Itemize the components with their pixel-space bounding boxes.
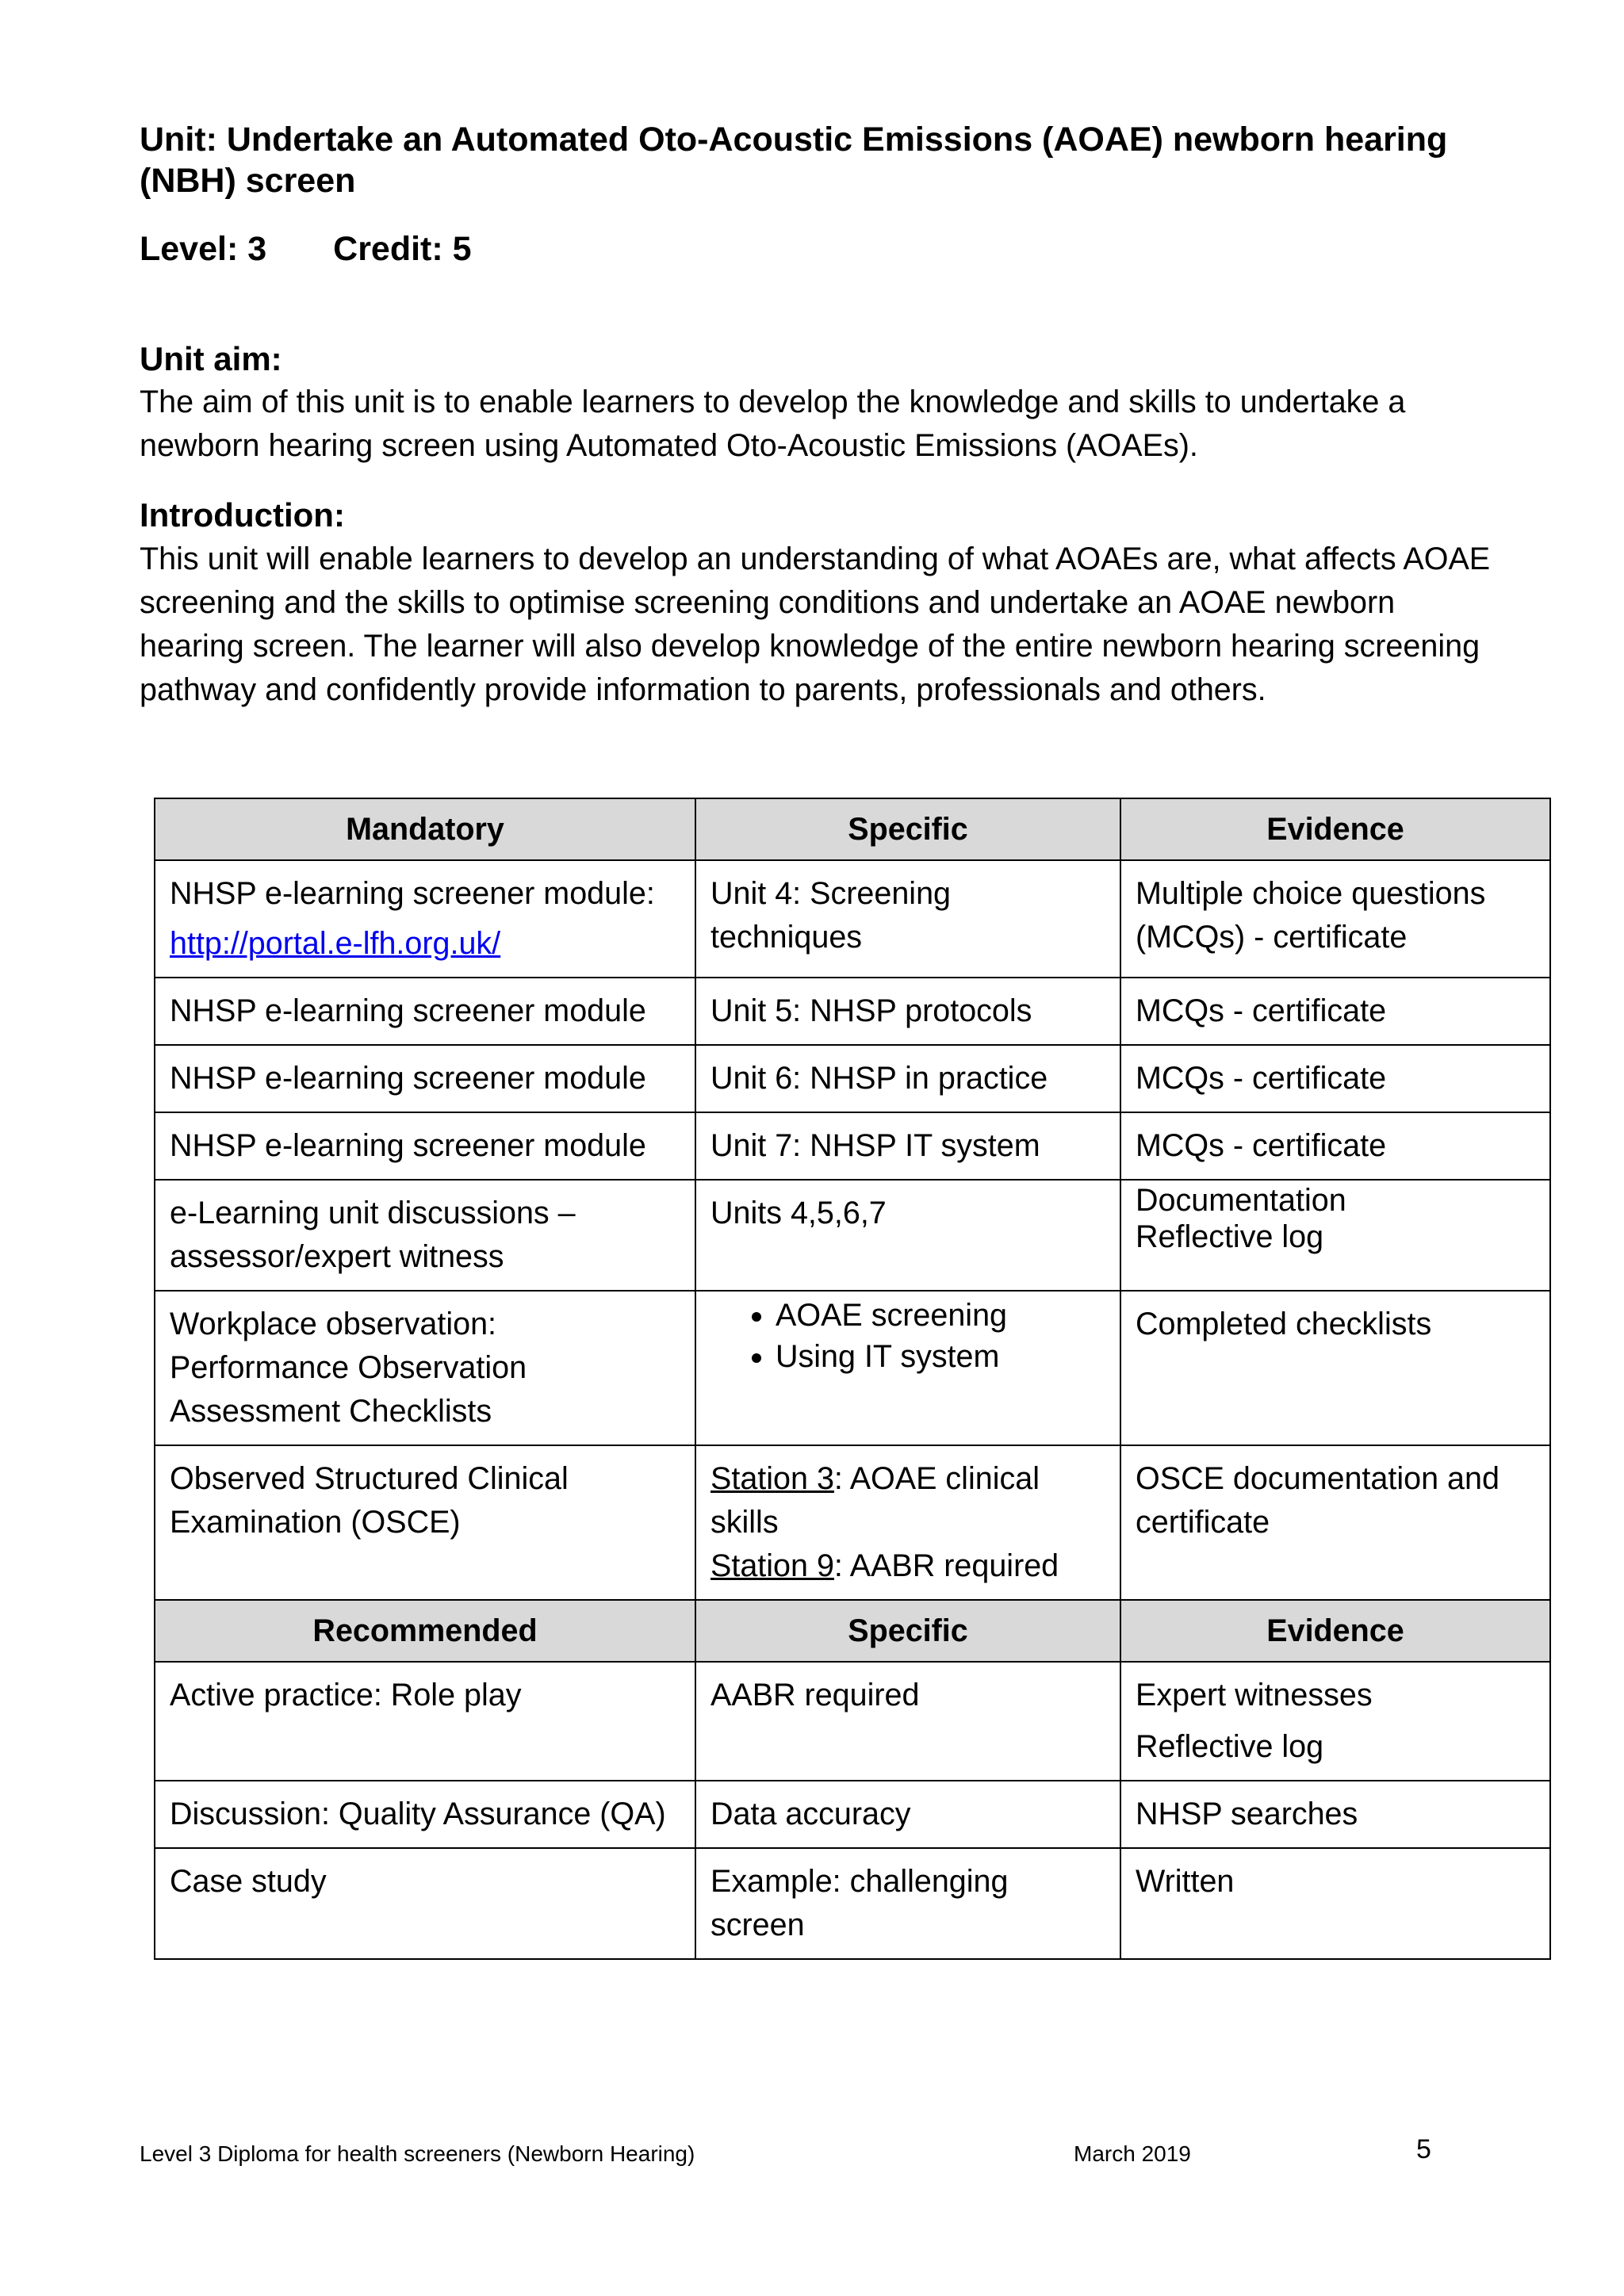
table-row — [155, 1781, 1550, 1848]
footer-date: March 2019 — [1074, 2141, 1191, 2166]
table-row — [155, 1180, 1550, 1291]
cell-specific — [695, 1291, 1120, 1445]
page-number: 5 — [1416, 2134, 1431, 2164]
cell-mandatory: Workplace observation: Performance Observation Assessment Checklists — [155, 1291, 695, 1445]
table-row — [155, 1112, 1550, 1180]
header-recommended: Recommended — [155, 1600, 695, 1662]
level-credit-line — [140, 228, 472, 270]
station-text: : AOAE clinical skills — [710, 1461, 1040, 1540]
cell-specific — [695, 1445, 1120, 1600]
cell-recommended: Active practice: Role play — [155, 1662, 695, 1781]
cell-text: NHSP e-learning screener module: — [170, 876, 655, 911]
cell-evidence: Completed checklists — [1120, 1291, 1550, 1445]
header-evidence: Evidence — [1120, 798, 1550, 860]
table-row — [155, 1291, 1550, 1445]
cell-mandatory: Observed Structured Clinical Examination (OSCE) — [155, 1445, 695, 1600]
cell-evidence: NHSP searches — [1120, 1781, 1550, 1848]
header-evidence: Evidence — [1120, 1600, 1550, 1662]
header-specific: Specific — [695, 1600, 1120, 1662]
specific-bullet-list — [710, 1295, 1105, 1377]
evidence-line: Documentation — [1136, 1183, 1346, 1218]
cell-evidence: MCQs - certificate — [1120, 1045, 1550, 1112]
evidence-line: Reflective log — [1136, 1219, 1324, 1254]
cell-evidence: MCQs - certificate — [1120, 1112, 1550, 1180]
credit-label: Credit: 5 — [333, 230, 472, 268]
cell-mandatory: NHSP e-learning screener module — [155, 1112, 695, 1180]
bullet-item: • Using IT system — [776, 1336, 1105, 1377]
cell-recommended: Discussion: Quality Assurance (QA) — [155, 1781, 695, 1848]
requirements-table — [154, 798, 1551, 1960]
cell-specific: Units 4,5,6,7 — [695, 1180, 1120, 1291]
cell-specific: Data accuracy — [695, 1781, 1120, 1848]
unit-aim-heading: Unit aim: — [140, 340, 282, 377]
unit-aim-text: The aim of this unit is to enable learners to develop the knowledge and skills to undertake a newborn hearing screen using Automated Oto-Acoustic Emissions (AOAEs). — [140, 385, 1406, 463]
cell-evidence: OSCE documentation and certificate — [1120, 1445, 1550, 1600]
table-row — [155, 1445, 1550, 1600]
cell-evidence: MCQs - certificate — [1120, 978, 1550, 1045]
station-label: Station 3 — [710, 1461, 834, 1496]
table-row — [155, 1848, 1550, 1959]
cell-evidence: Written — [1120, 1848, 1550, 1959]
cell-specific: Unit 4: Screening techniques — [695, 860, 1120, 978]
table-row — [155, 1045, 1550, 1112]
cell-specific: Unit 7: NHSP IT system — [695, 1112, 1120, 1180]
table-row — [155, 860, 1550, 978]
station-text: : AABR required — [833, 1548, 1059, 1583]
mandatory-header-row — [155, 798, 1550, 860]
cell-specific: Unit 6: NHSP in practice — [695, 1045, 1120, 1112]
cell-evidence — [1120, 1662, 1550, 1781]
introduction-text: This unit will enable learners to develop an understanding of what AOAEs are, what affects AOAE screening and the skills to optimise screening conditions and undertake an AOAE newborn hearing screen. The learner will also develop knowledge of the entire newborn hearing screening pathway and confidently provide information to parents, professionals and others. — [140, 541, 1491, 707]
cell-recommended: Case study — [155, 1848, 695, 1959]
header-mandatory: Mandatory — [155, 798, 695, 860]
table-row — [155, 978, 1550, 1045]
bullet-item: • AOAE screening — [776, 1295, 1105, 1336]
cell-mandatory: NHSP e-learning screener module — [155, 1045, 695, 1112]
cell-specific: AABR required — [695, 1662, 1120, 1781]
level-label: Level: 3 — [140, 230, 267, 268]
station-label: Station 9 — [710, 1548, 834, 1583]
cell-specific: Example: challenging screen — [695, 1848, 1120, 1959]
unit-title: Unit: Undertake an Automated Oto-Acoustic Emissions (AOAE) newborn hearing (NBH) screen — [140, 121, 1448, 200]
cell-specific: Unit 5: NHSP protocols — [695, 978, 1120, 1045]
cell-mandatory: e-Learning unit discussions – assessor/expert witness — [155, 1180, 695, 1291]
header-specific: Specific — [695, 798, 1120, 860]
evidence-line: Expert witnesses — [1136, 1678, 1373, 1712]
footer-title: Level 3 Diploma for health screeners (Newborn Hearing) — [140, 2141, 695, 2166]
cell-evidence — [1120, 1180, 1550, 1291]
cell-mandatory — [155, 860, 695, 978]
table-row — [155, 1662, 1550, 1781]
evidence-line: Reflective log — [1136, 1729, 1324, 1764]
cell-evidence: Multiple choice questions (MCQs) - certificate — [1120, 860, 1550, 978]
portal-link[interactable]: http://portal.e-lfh.org.uk/ — [170, 926, 501, 961]
cell-mandatory: NHSP e-learning screener module — [155, 978, 695, 1045]
introduction-heading: Introduction: — [140, 496, 345, 534]
recommended-header-row — [155, 1600, 1550, 1662]
